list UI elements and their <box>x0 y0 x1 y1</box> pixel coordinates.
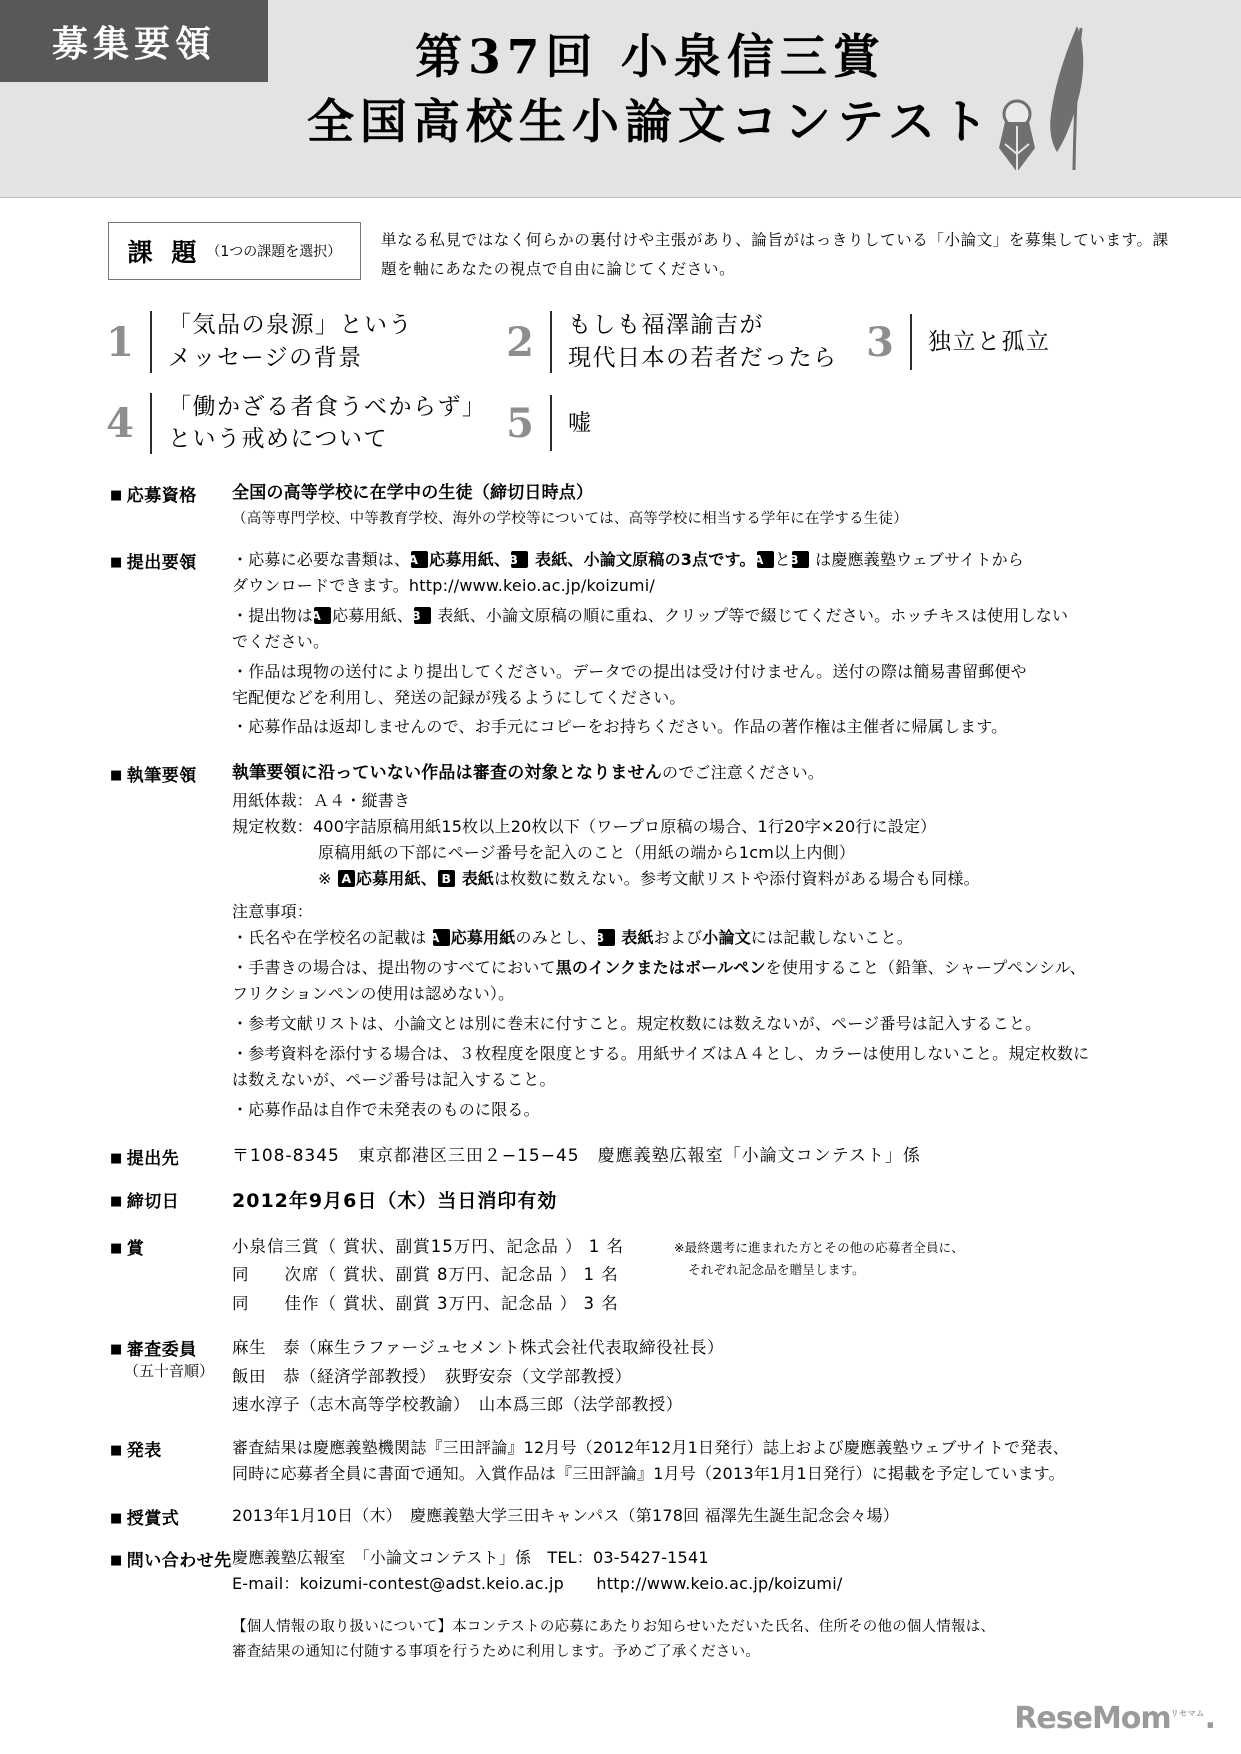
text: には記載しないこと。 <box>750 928 913 948</box>
section-writing <box>110 760 1130 1126</box>
bullet-square-icon: ■ <box>110 487 123 503</box>
logo-dot: . <box>1204 1701 1215 1736</box>
section-judges <box>110 1334 1130 1419</box>
text: と <box>774 549 791 569</box>
section-body-submission <box>232 547 1130 744</box>
writing-note <box>232 866 1130 892</box>
writing-caution-4-line2: は数えないが、ページ番号は記入すること。 <box>232 1069 556 1089</box>
theme-number-2: 2 <box>506 318 534 366</box>
writing-caution-2-line2: フリクションペンの使用は認めない）。 <box>232 984 515 1004</box>
theme-number-3: 3 <box>866 318 894 366</box>
bullet-square-icon: ■ <box>110 1342 123 1358</box>
contact-line2[interactable]: E-mail：koizumi-contest@adst.keio.ac.jp http://www.keio.ac.jp/koizumi/ <box>232 1574 843 1593</box>
writing-pages-line2: 原稿用紙の下部にページ番号を記入のこと（用紙の端から1cm以上内側） <box>318 842 856 862</box>
section-body-ceremony <box>232 1503 1130 1529</box>
text: 小論文 <box>702 928 751 948</box>
section-label-writing <box>110 760 232 786</box>
poster-body <box>0 222 1241 1665</box>
judge-line: 速水淳子（志木高等学校教諭） 山本爲三郎（法学部教授） <box>232 1394 683 1414</box>
theme-list <box>100 309 1160 456</box>
prize-note-line1: ※最終選考に進まれた方とその他の応募者全員に、 <box>674 1240 965 1256</box>
theme-row-bottom <box>100 391 1160 456</box>
privacy-line1: 【個人情報の取り扱いについて】本コンテストの応募にあたりお知らせいただいた氏名、住所その他の個人情報は、 <box>232 1618 996 1635</box>
eligibility-line2: （高等専門学校、中等教育学校、海外の学校等については、高等学校に相当する学年に在学する生徒） <box>232 510 908 527</box>
theme-text-3: 独立と孤立 <box>928 328 1051 355</box>
text: 応募用紙 <box>450 928 516 948</box>
page-title-line1: 第37回 小泉信三賞 <box>415 30 886 85</box>
label-text: 提出先 <box>126 1148 180 1169</box>
section-submission <box>110 547 1130 744</box>
theme-item-4 <box>100 391 500 456</box>
theme-item-1 <box>100 309 500 374</box>
section-eligibility <box>110 480 1130 531</box>
label-text: 発表 <box>126 1441 162 1462</box>
logo-text: ReseMom <box>1014 1701 1171 1736</box>
text: ・作品は現物の送付により提出してください。データでの提出は受け付けません。送付の際は簡易書留郵便や <box>232 661 1027 681</box>
writing-caution-3: ・参考文献リストは、小論文とは別に巻末に付すこと。規定枚数には数えないが、ページ番号は記入すること。 <box>232 1014 1042 1034</box>
prize-item: 小泉信三賞（ 賞状、副賞15万円、記念品 ） 1 名 <box>232 1237 624 1257</box>
writing-caution-4 <box>232 1041 1130 1093</box>
bullet-square-icon: ■ <box>110 768 123 784</box>
label-text: 執筆要領 <box>126 766 197 787</box>
prize-note <box>652 1233 964 1318</box>
mark-b-icon: B <box>792 551 809 568</box>
theme-title-sub: （1つの課題を選択） <box>206 244 342 260</box>
mark-a-icon: A <box>338 870 355 887</box>
section-body-prizes <box>232 1233 1130 1318</box>
theme-text-4 <box>168 391 487 456</box>
submission-bullet-2-line2: でください。 <box>232 631 330 651</box>
text: 表紙、小論文原稿の3点です。 <box>529 549 756 569</box>
section-contact <box>110 1545 1130 1665</box>
text: および <box>653 928 703 948</box>
theme-divider <box>910 314 912 370</box>
poster-header <box>0 0 1241 198</box>
deadline-value: 2012年9月6日（木）当日消印有効 <box>232 1190 558 1213</box>
resemom-logo <box>1014 1701 1215 1736</box>
theme-title-box <box>108 222 361 280</box>
theme-text-1-line1: 「気品の泉源」という <box>168 312 413 339</box>
text: 表紙 <box>455 868 495 888</box>
mark-b-icon: B <box>598 929 615 946</box>
section-body-judges <box>232 1334 1130 1419</box>
theme-item-2 <box>500 309 860 374</box>
writing-pages: 規定枚数：400字詰原稿用紙15枚以上20枚以下（ワープロ原稿の場合、1行20字×20行に設定） <box>232 816 937 836</box>
text: は慶應義塾ウェブサイトから <box>809 549 1024 569</box>
section-ceremony <box>110 1503 1130 1529</box>
section-label-judges <box>110 1334 232 1381</box>
theme-text-2-line1: もしも福澤諭吉が <box>568 312 764 339</box>
theme-item-3 <box>860 309 1100 374</box>
destination-value: 〒108-8345 東京都港区三田２−15−45 慶應義塾広報室「小論文コンテスト」係 <box>232 1145 921 1166</box>
mark-a-icon: A <box>314 607 331 624</box>
text: ※ <box>318 868 337 888</box>
text: 応募用紙、 <box>355 868 437 888</box>
announcement-line1: 審査結果は慶應義塾機関誌『三田評論』12月号（2012年12月1日発行）誌上および慶應義塾ウェブサイトで発表、 <box>232 1438 1069 1458</box>
mark-a-icon: A <box>433 929 450 946</box>
submission-bullet-1-line2: ダウンロードできます。http://www.keio.ac.jp/koizumi/ <box>232 575 655 595</box>
theme-row-top <box>100 309 1160 374</box>
page-title-line2: 全国高校生小論文コンテスト <box>306 94 995 150</box>
mark-b-icon: B <box>511 551 528 568</box>
submission-bullet-2 <box>232 603 1130 655</box>
theme-text-2 <box>568 309 838 374</box>
theme-text-4-line2: という戒めについて <box>168 426 389 453</box>
writing-lead <box>232 760 1130 788</box>
label-text: 授賞式 <box>126 1509 180 1530</box>
theme-item-5 <box>500 391 740 456</box>
privacy-notice <box>232 1615 1130 1665</box>
quill-pen-and-inkwell-icon <box>969 22 1099 182</box>
theme-text-4-line1: 「働かざる者食うべからず」 <box>168 393 487 420</box>
writing-format: 用紙体裁：Ａ４・縦書き <box>232 790 411 810</box>
mark-a-icon: A <box>757 551 774 568</box>
logo-ruby: リセマム <box>1170 1709 1205 1718</box>
bullet-square-icon: ■ <box>110 1443 123 1459</box>
mark-b-icon: B <box>414 607 431 624</box>
judge-line: 飯田 恭（経済学部教授） 荻野安奈（文学部教授） <box>232 1366 632 1386</box>
writing-lead-bold: 執筆要領に沿っていない作品は審査の対象となりません <box>232 763 662 784</box>
section-label-destination <box>110 1143 232 1169</box>
text: ・参考資料を添付する場合は、３枚程度を限度とする。用紙サイズはＡ４とし、カラーは使用しないこと。規定枚数に <box>232 1044 1090 1064</box>
prize-note-line2: それぞれ記念品を贈呈します。 <box>688 1261 865 1277</box>
section-announcement <box>110 1435 1130 1487</box>
mark-b-icon: B <box>438 870 455 887</box>
prize-item: 同 次席（ 賞状、副賞 8万円、記念品 ） 1 名 <box>232 1265 619 1285</box>
section-body-announcement <box>232 1435 1130 1487</box>
theme-number-1: 1 <box>106 318 134 366</box>
submission-bullet-1 <box>232 547 1130 599</box>
mark-a-icon: A <box>411 551 428 568</box>
theme-divider <box>550 395 552 451</box>
bullet-square-icon: ■ <box>110 1511 123 1527</box>
section-label-eligibility <box>110 480 232 506</box>
writing-caution-5: ・応募作品は自作で未発表のものに限る。 <box>232 1099 540 1119</box>
writing-caution-title: 注意事項： <box>232 902 314 922</box>
section-label-prizes <box>110 1233 232 1259</box>
label-text: 賞 <box>126 1239 145 1260</box>
text: 表紙 <box>615 928 654 948</box>
submission-bullet-3-line2: 宅配便などを利用し、発送の記録が残るようにしてください。 <box>232 687 686 707</box>
label-text: 応募資格 <box>126 485 197 506</box>
text: ・手書きの場合は、提出物のすべてにおいて <box>232 958 556 978</box>
theme-divider <box>150 393 152 454</box>
ceremony-value: 2013年1月10日（木） 慶應義塾大学三田キャンパス（第178回 福澤先生誕生記念会々場） <box>232 1506 899 1526</box>
header-tag-badge: 募集要領 <box>0 0 268 82</box>
details-list <box>110 480 1130 1665</box>
label-text: 提出要領 <box>126 552 197 573</box>
writing-caution-2 <box>232 955 1130 1007</box>
text: 表紙、小論文原稿の順に重ね、クリップ等で綴じてください。ホッチキスは使用しない <box>432 605 1069 625</box>
label-text: 審査委員 <box>126 1340 197 1361</box>
theme-divider <box>150 311 152 372</box>
section-body-deadline <box>232 1186 1130 1217</box>
section-prizes <box>110 1233 1130 1318</box>
theme-number-4: 4 <box>106 399 134 447</box>
section-destination <box>110 1143 1130 1171</box>
prize-item: 同 佳作（ 賞状、副賞 3万円、記念品 ） 3 名 <box>232 1293 619 1313</box>
theme-description: 単なる私見ではなく何らかの裏付けや主張があり、論旨がはっきりしている「小論文」を募集しています。課題を軸にあなたの視点で自由に論じてください。 <box>381 231 1169 278</box>
label-text: 締切日 <box>126 1192 180 1213</box>
bullet-square-icon: ■ <box>110 1150 123 1166</box>
text: を使用すること（鉛筆、シャープペンシル、 <box>765 958 1086 978</box>
announcement-line2: 同時に応募者全員に書面で通知。入賞作品は『三田評論』1月号（2013年1月1日発行）に掲載を予定しています。 <box>232 1464 1065 1484</box>
submission-bullet-4: ・応募作品は返却しませんので、お手元にコピーをお持ちください。作品の著作権は主催者に帰属します。 <box>232 717 1008 737</box>
label-text: 問い合わせ先 <box>126 1551 232 1572</box>
section-body-eligibility <box>232 480 1130 531</box>
theme-text-2-line2: 現代日本の若者だったら <box>568 345 838 371</box>
eligibility-line1: 全国の高等学校に在学中の生徒（締切日時点） <box>232 482 594 503</box>
submission-bullet-3 <box>232 659 1130 711</box>
bullet-square-icon: ■ <box>110 1194 123 1210</box>
writing-lead-rest: のでご注意ください。 <box>662 763 825 783</box>
section-label-submission <box>110 547 232 573</box>
prize-list <box>232 1233 652 1318</box>
bullet-square-icon: ■ <box>110 1553 123 1569</box>
judges-sublabel: （五十音順） <box>124 1362 215 1381</box>
section-label-announcement <box>110 1435 232 1461</box>
theme-divider <box>550 311 552 372</box>
theme-header-row <box>108 222 1241 283</box>
theme-text-5: 嘘 <box>568 409 593 436</box>
theme-title-main: 課 題 <box>127 238 202 267</box>
contact-line1: 慶應義塾広報室 「小論文コンテスト」係 TEL：03-5427-1541 <box>232 1548 709 1568</box>
text: ・応募に必要な書類は、 <box>232 549 411 569</box>
section-body-destination <box>232 1143 1130 1171</box>
bullet-square-icon: ■ <box>110 554 123 570</box>
section-body-contact <box>232 1545 1130 1665</box>
judge-line: 麻生 泰（麻生ラファージュセメント株式会社代表取締役社長） <box>232 1338 725 1358</box>
text: ・氏名や在学校名の記載は <box>232 928 432 948</box>
writing-caution-1 <box>232 925 1130 951</box>
text: のみとし、 <box>515 928 597 948</box>
section-label-ceremony <box>110 1503 232 1529</box>
section-label-deadline <box>110 1186 232 1212</box>
text: 応募用紙、 <box>332 605 414 625</box>
theme-text-1-line2: メッセージの背景 <box>168 345 363 371</box>
text: ・提出物は <box>232 605 314 625</box>
text: 応募用紙、 <box>429 549 511 569</box>
theme-number-5: 5 <box>506 399 534 447</box>
text: は枚数に数えない。参考文献リストや添付資料がある場合も同様。 <box>494 868 980 888</box>
section-deadline <box>110 1186 1130 1217</box>
bullet-square-icon: ■ <box>110 1241 123 1257</box>
privacy-line2: 審査結果の通知に付随する事項を行うために利用します。予めご了承ください。 <box>232 1643 761 1660</box>
section-body-writing <box>232 760 1130 1126</box>
theme-text-1 <box>168 309 413 374</box>
text: 黒のインクまたはボールペン <box>555 958 766 978</box>
section-label-contact <box>110 1545 232 1571</box>
